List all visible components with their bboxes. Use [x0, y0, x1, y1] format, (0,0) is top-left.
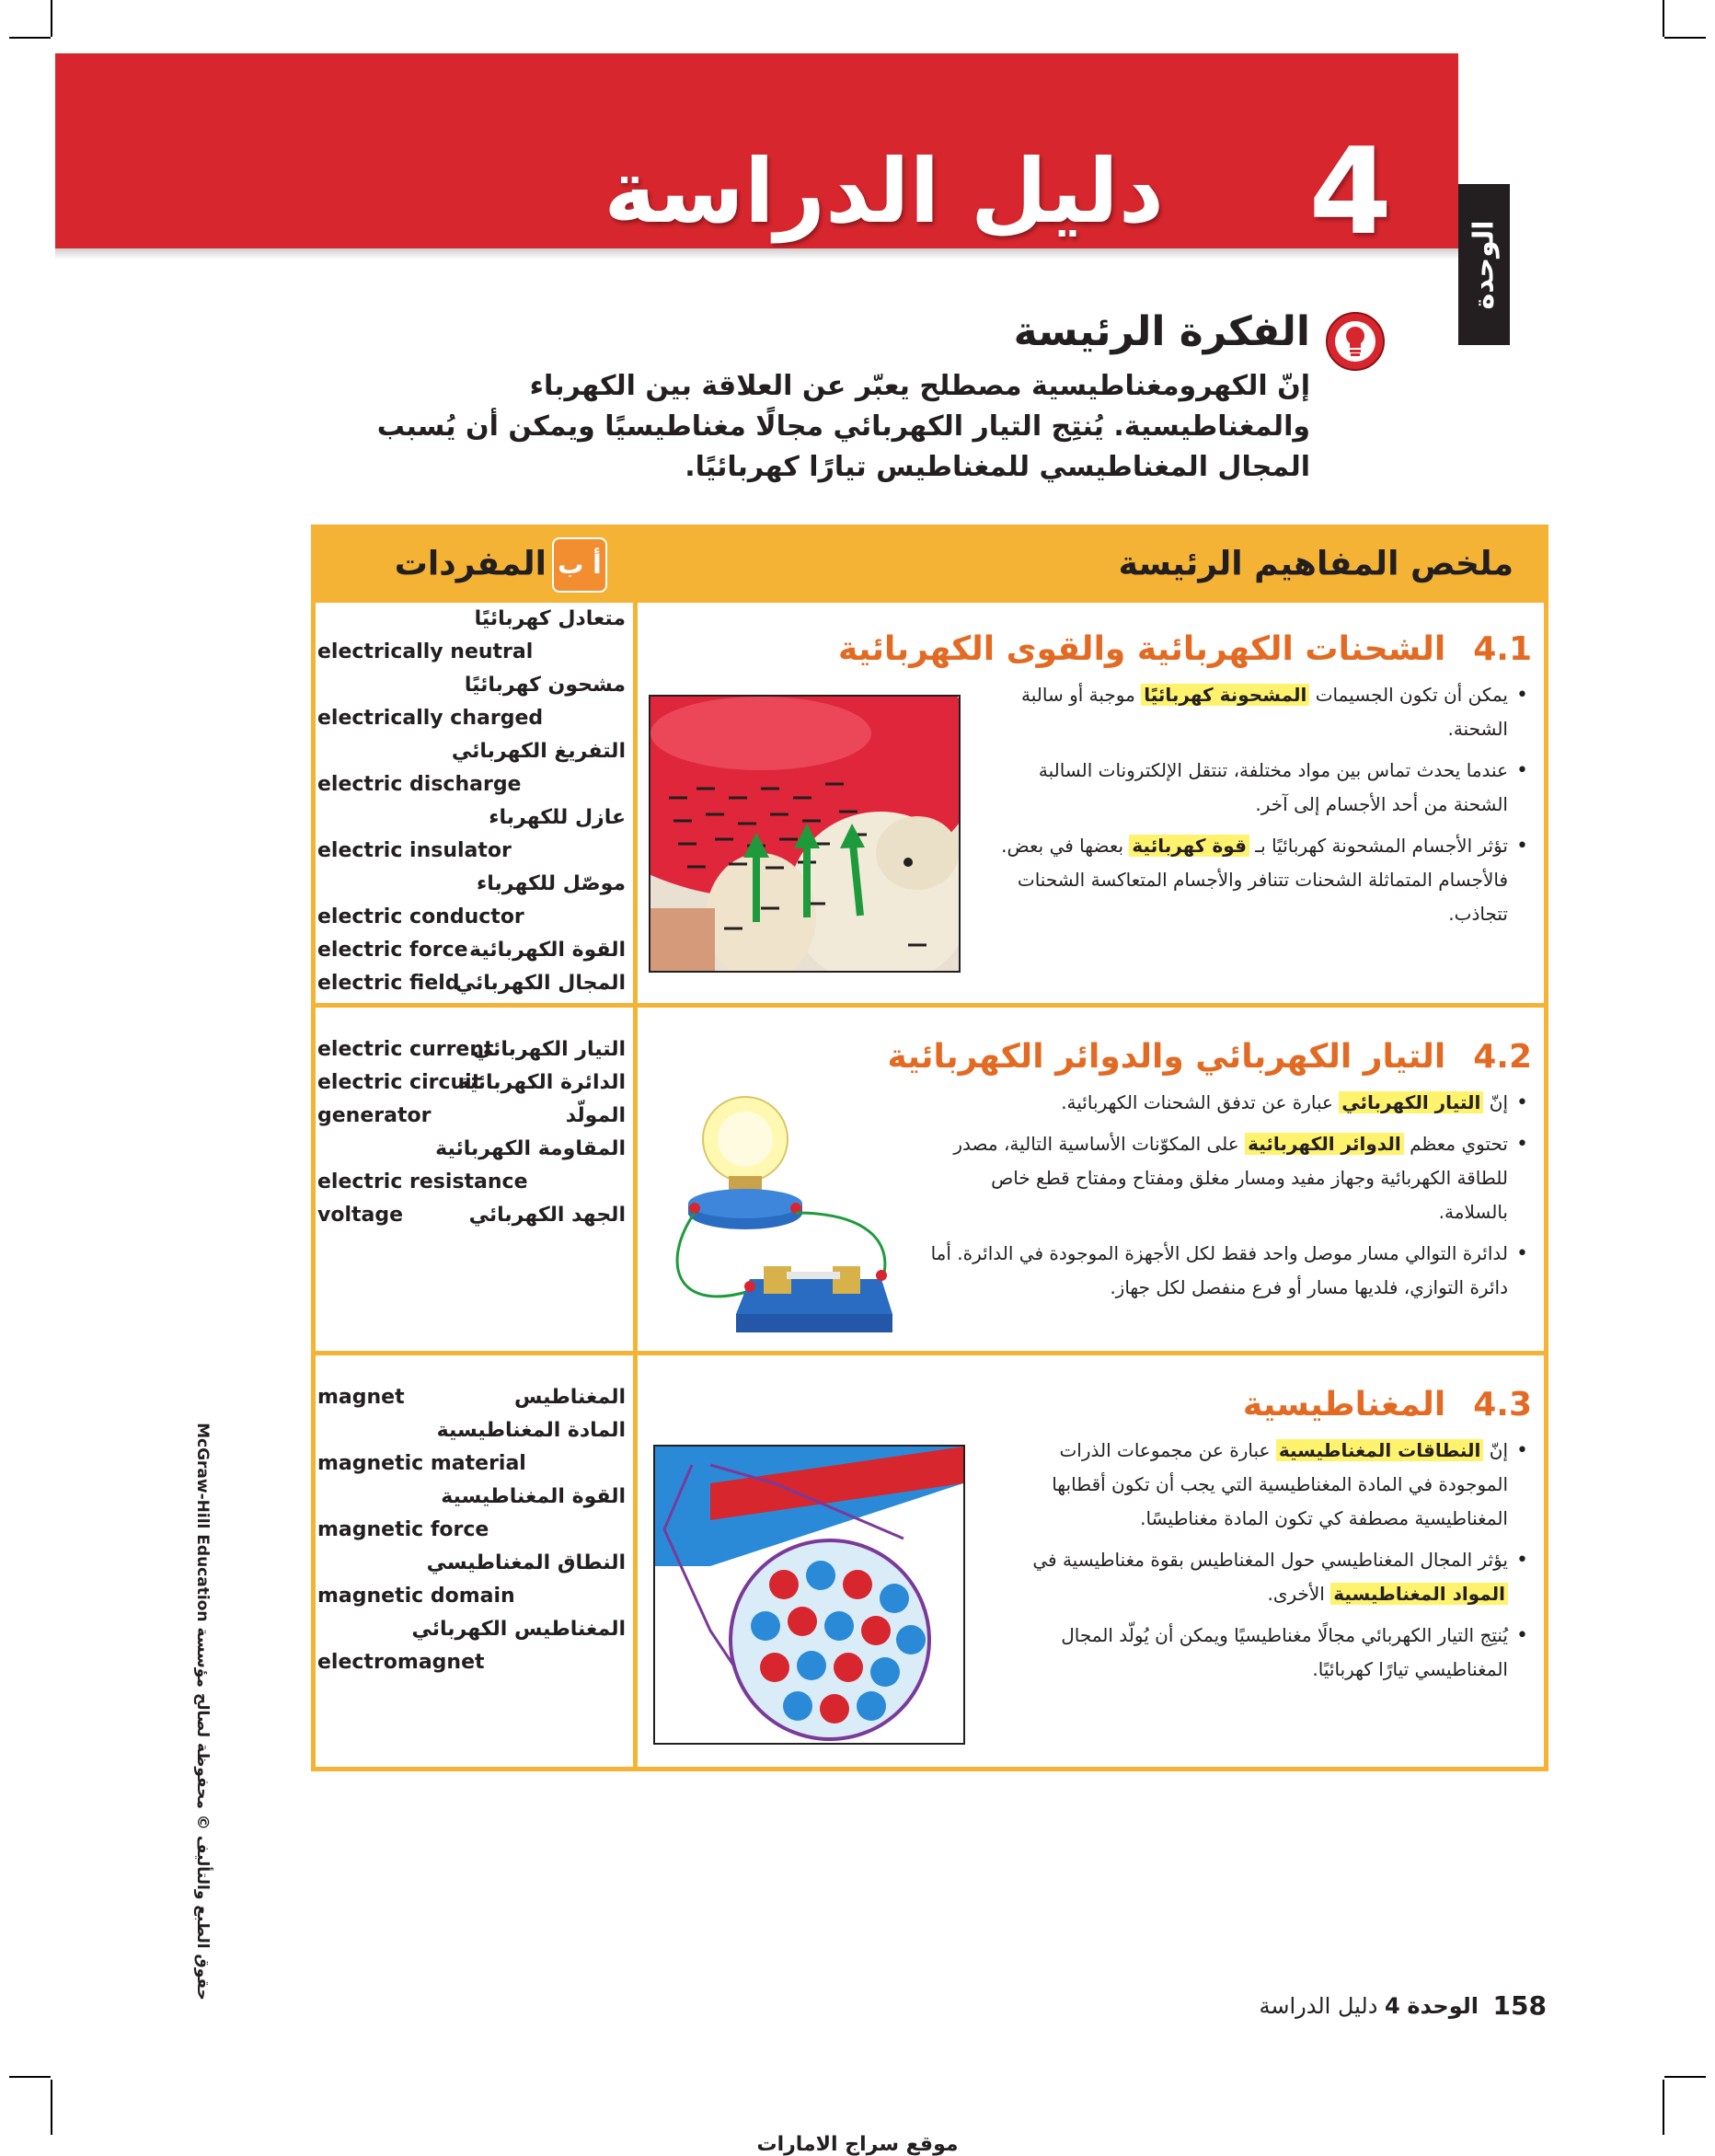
bullet-item: [998, 754, 1532, 822]
key-term: الدوائر الكهربائية: [1245, 1133, 1404, 1155]
bullet-list: [998, 678, 1532, 939]
page-number: 158: [1492, 1990, 1547, 2021]
vocab-row: [317, 1452, 626, 1485]
vocab-en: electric current: [317, 1038, 494, 1061]
big-idea-text: إنّ الكهرومغناطيسية مصطلح يعبّر عن العلاقة بين الكهرباء والمغناطيسية. يُنتِج التيار الكهربائي مجالًا مغناطيسيًا ويمكن أن يُسبب المجال المغناطيسي للمغناطيس تيارًا كهربائيًا.: [376, 370, 1310, 483]
unit-tab-label: الوحدة: [1468, 219, 1501, 310]
copyright-notice: [184, 1423, 221, 2000]
site-footer: موقع سراج الامارات: [756, 2133, 959, 2156]
bullet-text: إنّ: [1489, 1439, 1508, 1461]
section-title: [838, 630, 1532, 668]
vocab-row: [317, 806, 626, 839]
vocab-row: [317, 1386, 626, 1419]
vocab-list-4-1: [317, 607, 626, 1005]
vocab-row: [317, 939, 626, 972]
balloon-charge-photo: [649, 695, 961, 973]
banner-shadow: [55, 248, 1458, 259]
vocab-en: voltage: [317, 1204, 404, 1227]
bullet-text: عبارة عن تدفق الشحنات الكهربائية.: [1061, 1091, 1333, 1113]
vocab-en: magnetic force: [317, 1518, 489, 1541]
section-title-text: التيار الكهربائي والدوائر الكهربائية: [887, 1038, 1446, 1076]
vocab-en: magnet: [317, 1386, 405, 1409]
vocab-row: [317, 1485, 626, 1518]
vocab-ar: متعادل كهربائيًا: [474, 607, 626, 630]
lightbulb-icon: [1325, 311, 1386, 372]
bullet-text: عبارة عن مجموعات الذرات الموجودة في المادة المغناطيسية التي يجب أن تكون أقطابها المغناطيسية مصطفة كي تكون المادة مغناطيسًا.: [1052, 1439, 1508, 1529]
crop-mark: [51, 0, 52, 37]
bullet-item: [925, 1127, 1532, 1229]
vocab-row: [317, 972, 626, 1005]
section-number: 4.2: [1473, 1038, 1532, 1076]
vocab-ar: المولّد: [565, 1104, 626, 1127]
unit-tab: [1458, 184, 1510, 345]
vocab-ar: المغناطيس: [513, 1386, 626, 1409]
vocab-en: magnetic domain: [317, 1585, 515, 1608]
key-term: المشحونة كهربائيًا: [1141, 684, 1309, 706]
vocab-row: [317, 1585, 626, 1618]
vocab-list-4-2: [317, 1038, 626, 1237]
vocab-ar: القوة الكهربائية: [469, 939, 626, 962]
vocab-ar: مشحون كهربائيًا: [464, 674, 626, 697]
vocab-ar: المقاومة الكهربائية: [435, 1137, 626, 1160]
vocab-row: [317, 1038, 626, 1071]
bullet-item: [998, 1543, 1532, 1611]
vocab-ar: النطاق المغناطيسي: [426, 1551, 626, 1574]
bullet-item: [925, 1237, 1532, 1305]
vocab-row: [317, 640, 626, 674]
vocab-row: [317, 773, 626, 806]
vocab-ar: القوة المغناطيسية: [441, 1485, 626, 1508]
vocab-ar: المغناطيس الكهربائي: [411, 1618, 626, 1641]
bullet-item: [925, 1086, 1532, 1120]
footer-unit-number: 4: [1385, 1993, 1400, 2019]
vocab-header-label: المفردات: [394, 545, 547, 582]
bullet-list: [998, 1434, 1532, 1694]
section-number: 4.1: [1473, 630, 1532, 668]
vocab-ar: التفريغ الكهربائي: [451, 740, 626, 763]
bullet-text: على المكوّنات الأساسية التالية، مصدر للطاقة الكهربائية وجهاز مفيد ومسار مغلق ومفتاح ومفتاح قطع خاص بالسلامة.: [953, 1133, 1508, 1223]
bullet-list: [925, 1086, 1532, 1312]
section-title: [1243, 1386, 1532, 1424]
vocab-en: electric insulator: [317, 839, 512, 862]
crop-mark: [9, 37, 51, 39]
vocab-en: electric resistance: [317, 1170, 528, 1193]
vocab-row: [317, 905, 626, 939]
vocab-row: [317, 1170, 626, 1204]
unit-number: 4: [1308, 121, 1392, 248]
vocab-row: [317, 1618, 626, 1651]
crop-mark: [1664, 37, 1706, 39]
vocab-en: generator: [317, 1104, 432, 1127]
vocab-row: [317, 1551, 626, 1585]
crop-mark: [1663, 0, 1664, 37]
header-banner: [55, 53, 1458, 248]
key-term: النطاقات المغناطيسية: [1276, 1439, 1484, 1461]
crop-mark: [1663, 2080, 1664, 2135]
vocab-row: [317, 872, 626, 905]
bullet-text: بعضها في بعض. فالأجسام المتماثلة الشحنات تتنافر والأجسام المتعاكسة الشحنات تتجاذب.: [1001, 835, 1508, 925]
bullet-text: يؤثر المجال المغناطيسي حول المغناطيس بقوة مغناطيسية في: [1032, 1549, 1508, 1571]
crop-mark: [1664, 2076, 1706, 2078]
vocab-ar: المجال الكهربائي: [455, 972, 626, 995]
concepts-header-label: ملخص المفاهيم الرئيسة: [1118, 545, 1514, 582]
bullet-text: إنّ: [1489, 1091, 1508, 1113]
section-4-3: [644, 1386, 1532, 1763]
vocab-ar: التيار الكهربائي: [472, 1038, 626, 1061]
vocab-row: [317, 707, 626, 740]
bullet-item: [998, 829, 1532, 931]
page-title: دليل الدراسة: [604, 140, 1164, 243]
bullet-text: يُنتِج التيار الكهربائي مجالًا مغناطيسيًا ويمكن أن يُولّد المجال المغناطيسي تيارًا كهربائيًا.: [1061, 1624, 1508, 1680]
vocab-en: electric conductor: [317, 905, 524, 928]
vocab-en: electric discharge: [317, 773, 522, 796]
bullet-item: [998, 678, 1532, 746]
section-title-text: الشحنات الكهربائية والقوى الكهربائية: [838, 630, 1446, 668]
vocab-ar: المادة المغناطيسية: [436, 1419, 626, 1442]
vocab-en: electric field: [317, 972, 460, 995]
bullet-item: [998, 1619, 1532, 1687]
table-column-divider: [633, 603, 638, 1771]
vocab-en: electrically neutral: [317, 640, 534, 663]
vocab-row: [317, 1104, 626, 1137]
bullet-text: تحتوي معظم: [1410, 1133, 1508, 1155]
vocab-row: [317, 839, 626, 872]
bullet-text: لدائرة التوالي مسار موصل واحد فقط لكل الأجهزة الموجودة في الدائرة. أما دائرة التوازي، فلديها مسار أو فرع منفصل لكل جهاز.: [930, 1242, 1508, 1298]
running-footer: [1260, 1993, 1479, 2019]
vocab-row: [317, 740, 626, 773]
key-term: قوة كهربائية: [1129, 835, 1249, 857]
key-term: المواد المغناطيسية: [1330, 1583, 1508, 1605]
circuit-illustration: [662, 1066, 920, 1342]
bullet-text: الأخرى.: [1267, 1583, 1325, 1605]
vocab-en: electric circuit: [317, 1071, 482, 1094]
bullet-item: [998, 1434, 1532, 1536]
big-idea-title: الفكرة الرئيسة: [1013, 308, 1310, 355]
footer-unit-label: الوحدة: [1407, 1993, 1479, 2019]
footer-section-label: دليل الدراسة: [1259, 1993, 1378, 2019]
bullet-text: عندما يحدث تماس بين مواد مختلفة، تنتقل الإلكترونات السالبة الشحنة من أحد الأجسام إلى آخر.: [1038, 759, 1508, 815]
vocab-row: [317, 1071, 626, 1104]
section-title-text: المغناطيسية: [1242, 1386, 1446, 1424]
section-4-1: [644, 630, 1532, 998]
vocab-en: magnetic material: [317, 1452, 526, 1475]
bullet-text: موجبة أو سالبة الشحنة.: [1021, 684, 1508, 740]
vocab-ar: عازل للكهرباء: [489, 806, 626, 829]
vocab-row: [317, 674, 626, 707]
vocab-row: [317, 607, 626, 640]
crop-mark: [9, 2076, 51, 2078]
vocab-ar: الدائرة الكهربائية: [457, 1071, 626, 1094]
vocab-ar: موصّل للكهرباء: [477, 872, 626, 895]
copyright-text: حقوق الطبع والتأليف © محفوظة لصالح مؤسسة McGraw-Hill Education: [193, 1423, 212, 2000]
key-term: التيار الكهربائي: [1339, 1091, 1483, 1113]
vocab-row: [317, 1204, 626, 1237]
vocab-en: electromagnet: [317, 1651, 485, 1674]
crop-mark: [51, 2080, 52, 2135]
vocab-en: electric force: [317, 939, 468, 962]
vocab-row: [317, 1419, 626, 1452]
section-4-2: [644, 1038, 1532, 1342]
bullet-text: يمكن أن تكون الجسيمات: [1315, 684, 1508, 706]
table-row-divider: [311, 1351, 1548, 1355]
vocab-row: [317, 1518, 626, 1551]
vocab-row: [317, 1137, 626, 1170]
magnetic-domains-diagram: [653, 1445, 965, 1745]
alphabet-icon: أ ب: [552, 537, 607, 593]
vocab-ar: الجهد الكهربائي: [468, 1204, 626, 1227]
vocab-row: [317, 1651, 626, 1684]
bullet-text: تؤثر الأجسام المشحونة كهربائيًا بـ: [1255, 835, 1508, 857]
section-title: [888, 1038, 1533, 1076]
vocab-en: electrically charged: [317, 707, 544, 730]
section-number: 4.3: [1473, 1386, 1532, 1424]
vocab-list-4-3: [317, 1386, 626, 1684]
